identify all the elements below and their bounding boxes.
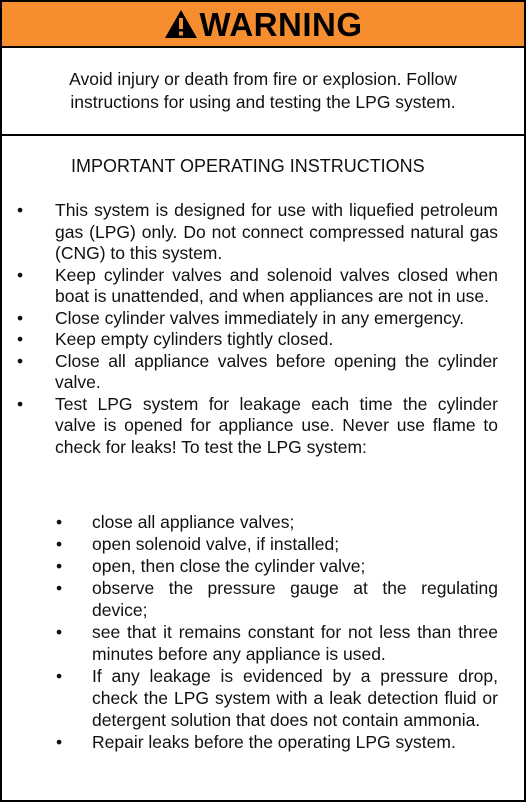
bullet: • (17, 264, 24, 285)
sub-list-item-text: observe the pressure gauge at the regulating device; (92, 578, 498, 620)
bullet: • (17, 393, 24, 414)
warning-triangle-icon (164, 9, 198, 39)
bullet: • (56, 512, 63, 532)
bullet: • (17, 200, 24, 220)
list-item (2, 351, 526, 394)
bullet: • (56, 622, 63, 642)
bullet: • (17, 350, 24, 371)
sub-list-item-text: open solenoid valve, if installed; (92, 534, 340, 554)
warning-header (2, 2, 524, 48)
list-item-text: Close all appliance valves before opening the cylinder valve. (55, 350, 498, 392)
list-item-text: Keep empty cylinders tightly closed. (55, 329, 334, 349)
leak-test-steps-list (2, 511, 526, 753)
instructions-list (2, 200, 526, 458)
list-item (2, 308, 526, 330)
sub-list-item (2, 533, 526, 555)
sub-list-item (2, 577, 526, 621)
list-item-text: Test LPG system for leakage each time the cylinder valve is opened for appliance use. Never use flame to check for leaks! To test the LPG system: (55, 393, 498, 457)
sub-list-item-text: see that it remains constant for not less than three minutes before any appliance is used. (92, 622, 498, 664)
intro-section (2, 48, 524, 136)
bullet: • (56, 556, 63, 576)
section-title: IMPORTANT OPERATING INSTRUCTIONS (71, 156, 425, 176)
sub-list-item (2, 731, 526, 753)
sub-list-item-text: If any leakage is evidenced by a pressure drop, check the LPG system with a leak detection fluid or detergent solution that does not contain ammonia. (92, 666, 498, 730)
bullet: • (56, 578, 63, 598)
sub-list-item (2, 621, 526, 665)
sub-list-item-text: close all appliance valves; (92, 512, 295, 532)
list-item (2, 265, 526, 308)
bullet: • (56, 534, 63, 554)
sub-list-item-text: Repair leaks before the operating LPG system. (92, 732, 456, 752)
intro-text: Avoid injury or death from fire or explosion. Follow instructions for using and testing the LPG system. (69, 69, 457, 112)
list-item-text: This system is designed for use with liquefied petroleum gas (LPG) only. Do not connect compressed natural gas (CNG) to this system. (55, 200, 498, 263)
sub-list-item (2, 555, 526, 577)
list-item-text: Keep cylinder valves and solenoid valves closed when boat is unattended, and when appliances are not in use. (55, 264, 498, 306)
bullet: • (56, 666, 63, 686)
warning-title: WARNING (199, 5, 363, 43)
list-item (2, 200, 526, 265)
list-item-text: Close cylinder valves immediately in any emergency. (55, 307, 465, 328)
sub-list-item-text: open, then close the cylinder valve; (92, 556, 366, 576)
bullet: • (56, 732, 63, 752)
list-item (2, 329, 526, 351)
sub-list-item (2, 511, 526, 533)
bullet: • (17, 307, 24, 328)
bullet: • (17, 329, 24, 349)
sub-list-item (2, 665, 526, 731)
list-item (2, 394, 526, 459)
